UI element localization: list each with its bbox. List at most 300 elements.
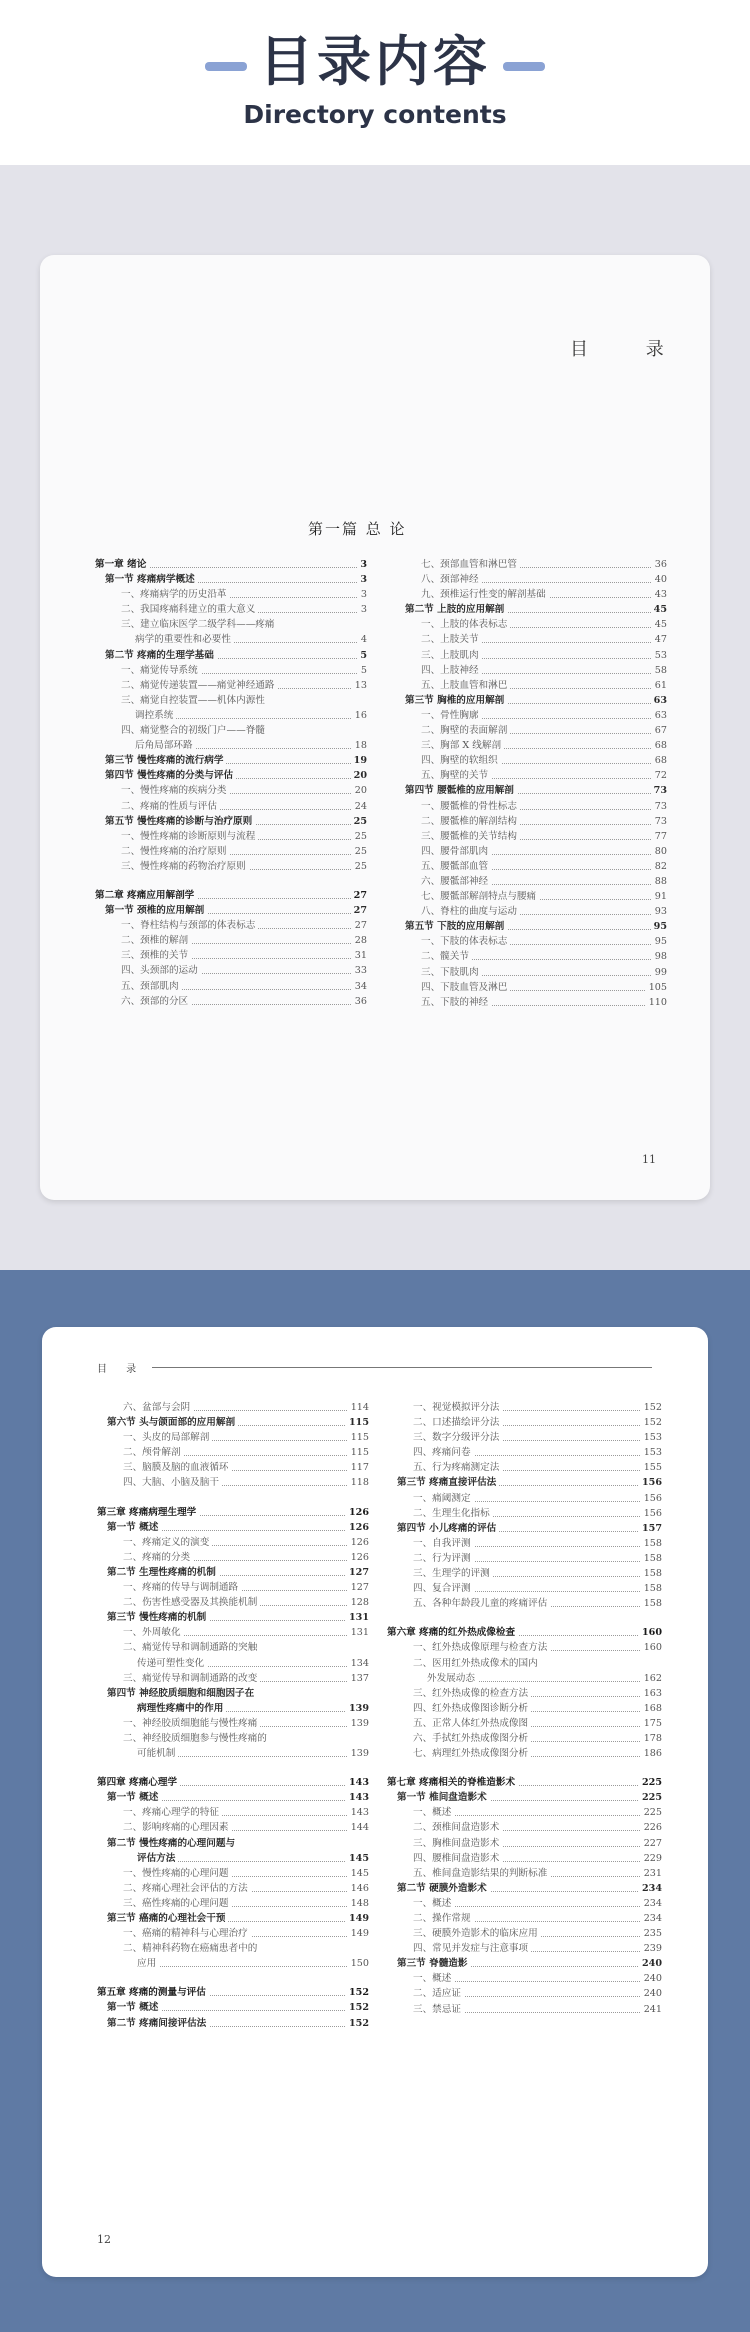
toc-entry-page: 18 <box>352 738 367 753</box>
toc-entry-page: 77 <box>652 829 667 844</box>
part-heading: 第一篇 总 论 <box>308 520 407 538</box>
toc-entry-page: 139 <box>348 1716 369 1731</box>
toc-item <box>95 799 367 814</box>
toc-entry-page: 105 <box>646 980 667 995</box>
toc-item <box>95 994 367 1009</box>
toc-entry-title: 三、痛觉传导和调制通路的改变 <box>97 1671 260 1686</box>
toc-section <box>387 1881 662 1896</box>
toc-entry-title: 六、颈部的分区 <box>95 994 191 1009</box>
toc-section <box>395 602 667 617</box>
toc-item <box>395 678 667 693</box>
toc-entry-page: 158 <box>641 1551 662 1566</box>
toc-entry-page: 20 <box>351 768 367 783</box>
toc-entry-page: 158 <box>641 1566 662 1581</box>
toc-item <box>395 572 667 587</box>
toc-entry-title: 第一节 概述 <box>97 1520 161 1535</box>
toc-item <box>387 1566 662 1581</box>
toc-item <box>387 2002 662 2017</box>
toc-entry-title: 二、影响疼痛的心理因素 <box>97 1820 232 1835</box>
toc-chapter <box>97 1505 369 1520</box>
toc-entry-title: 四、痛觉整合的初级门户——脊髓 <box>95 723 268 738</box>
toc-entry-page: 99 <box>652 965 667 980</box>
toc-section <box>97 1565 369 1580</box>
toc-item <box>97 1460 369 1475</box>
toc-entry-page: 156 <box>641 1491 662 1506</box>
toc-entry-page: 53 <box>652 648 667 663</box>
toc-item <box>395 753 667 768</box>
toc-entry-page: 33 <box>352 963 367 978</box>
toc-entry-page: 58 <box>652 663 667 678</box>
toc-entry-page: 5 <box>358 663 367 678</box>
toc-item <box>387 1836 662 1851</box>
toc-section <box>97 1790 369 1805</box>
toc-entry-title: 六、手拭红外热成像图分析 <box>387 1731 531 1746</box>
toc-entry-page: 25 <box>351 814 367 829</box>
toc-item <box>387 1656 662 1671</box>
toc-entry-title: 五、颈部肌肉 <box>95 979 182 994</box>
toc-entry-title: 第二节 疼痛间接评估法 <box>97 2016 209 2031</box>
toc-section <box>95 572 367 587</box>
toc-entry-page: 235 <box>641 1926 662 1941</box>
toc-entry-page: 25 <box>352 859 367 874</box>
toc-section <box>395 919 667 934</box>
toc-entry-title: 七、病理红外热成像图分析 <box>387 1746 531 1761</box>
toc-entry-page: 82 <box>652 859 667 874</box>
toc-entry-page: 27 <box>351 903 367 918</box>
toc-entry-page: 240 <box>641 1971 662 1986</box>
toc-entry-page: 139 <box>348 1746 369 1761</box>
toc-item <box>387 1400 662 1415</box>
toc-entry-title: 五、椎间盘造影结果的判断标准 <box>387 1866 550 1881</box>
toc-entry-page: 3 <box>358 587 367 602</box>
toc-entry-title: 第一节 颈椎的应用解剖 <box>95 903 207 918</box>
toc-entry-title: 可能机制 <box>97 1746 178 1761</box>
toc-entry-title: 二、颈椎间盘造影术 <box>387 1820 502 1835</box>
toc-entry-page: 155 <box>641 1460 662 1475</box>
toc-entry-title: 一、神经胶质细胞能与慢性疼痛 <box>97 1716 260 1731</box>
toc-item-continued <box>95 708 367 723</box>
toc-entry-page: 152 <box>346 2016 369 2031</box>
toc-entry-title: 一、慢性疼痛的疾病分类 <box>95 783 230 798</box>
toc-entry-title: 三、癌性疼痛的心理问题 <box>97 1896 232 1911</box>
toc-entry-title: 三、脑膜及脑的血液循环 <box>97 1460 232 1475</box>
toc-entry-title: 三、慢性疼痛的药物治疗原则 <box>95 859 249 874</box>
toc-entry-title: 第二节 上肢的应用解剖 <box>395 602 507 617</box>
toc-entry-page: 160 <box>639 1625 662 1640</box>
toc-section <box>387 1956 662 1971</box>
page-subtitle: Directory contents <box>243 100 507 129</box>
toc-entry-page: 73 <box>652 799 667 814</box>
toc-item <box>97 1625 369 1640</box>
toc-entry-page: 73 <box>651 783 667 798</box>
toc-entry-page: 225 <box>639 1790 662 1805</box>
page-title: 目录内容 <box>259 30 491 93</box>
toc-entry-title: 一、脊柱结构与颈部的体表标志 <box>95 918 258 933</box>
toc-entry-page: 158 <box>641 1536 662 1551</box>
toc-entry-title: 四、腰椎间盘造影术 <box>387 1851 502 1866</box>
toc-entry-title: 四、上肢神经 <box>395 663 482 678</box>
toc-entry-page: 152 <box>346 1985 369 2000</box>
toc-entry-title: 一、下肢的体表标志 <box>395 934 510 949</box>
toc-entry-page: 143 <box>348 1805 369 1820</box>
toc-item <box>95 678 367 693</box>
toc-entry-page: 27 <box>351 888 367 903</box>
toc-entry-page: 153 <box>641 1430 662 1445</box>
toc-item <box>97 1430 369 1445</box>
toc-entry-page: 93 <box>652 904 667 919</box>
toc-item <box>395 723 667 738</box>
toc-entry-page: 152 <box>346 2000 369 2015</box>
toc-entry-page: 115 <box>348 1430 369 1445</box>
toc-entry-title: 第五节 下肢的应用解剖 <box>395 919 507 934</box>
toc-entry-title: 四、疼痛问卷 <box>387 1445 474 1460</box>
toc-item <box>395 859 667 874</box>
toc-entry-page: 226 <box>641 1820 662 1835</box>
toc-entry-title: 四、常见并发症与注意事项 <box>387 1941 531 1956</box>
toc-entry-title: 第三节 疼痛直接评估法 <box>387 1475 499 1490</box>
toc-entry-page: 225 <box>641 1805 662 1820</box>
toc-entry-page: 128 <box>348 1595 369 1610</box>
toc-entry-page: 131 <box>348 1625 369 1640</box>
toc-entry-page: 225 <box>639 1775 662 1790</box>
toc-section <box>395 783 667 798</box>
toc-entry-page: 240 <box>639 1956 662 1971</box>
toc-entry-title: 二、髋关节 <box>395 949 472 964</box>
toc-entry-title: 病学的重要性和必要性 <box>95 632 234 647</box>
toc-item <box>95 602 367 617</box>
toc-entry-page: 31 <box>352 948 367 963</box>
toc-entry-title: 三、腰骶椎的关节结构 <box>395 829 520 844</box>
toc-page-12 <box>42 1327 708 2277</box>
toc-item <box>95 617 367 632</box>
toc-entry-page: 241 <box>641 2002 662 2017</box>
toc-entry-title: 二、操作常规 <box>387 1911 474 1926</box>
toc-entry-page: 158 <box>641 1581 662 1596</box>
toc-entry-title: 第二节 疼痛的生理学基础 <box>95 648 217 663</box>
toc-entry-title: 四、红外热成像图诊断分析 <box>387 1701 531 1716</box>
toc-item <box>97 1866 369 1881</box>
toc-entry-title: 一、骨性胸廓 <box>395 708 482 723</box>
toc-item <box>95 663 367 678</box>
toc-entry-page: 118 <box>348 1475 369 1490</box>
toc-item <box>95 829 367 844</box>
toc-item <box>395 617 667 632</box>
toc-entry-page: 3 <box>357 557 367 572</box>
toc-item <box>395 648 667 663</box>
toc-entry-title: 二、慢性疼痛的治疗原则 <box>95 844 230 859</box>
toc-item <box>387 1986 662 2001</box>
toc-entry-title: 第一节 椎间盘造影术 <box>387 1790 490 1805</box>
toc-entry-page: 63 <box>652 708 667 723</box>
toc-entry-title: 一、红外热成像原理与检查方法 <box>387 1640 550 1655</box>
toc-entry-title: 五、上肢血管和淋巴 <box>395 678 510 693</box>
toc-entry-title: 五、下肢的神经 <box>395 995 491 1010</box>
toc-entry-title: 第二节 硬膜外造影术 <box>387 1881 490 1896</box>
toc-item <box>395 874 667 889</box>
toc-item <box>387 1911 662 1926</box>
toc-entry-page: 72 <box>652 768 667 783</box>
toc-entry-page: 114 <box>348 1400 369 1415</box>
toc-entry-title: 九、颈椎运行性变的解剖基础 <box>395 587 549 602</box>
toc-entry-title: 三、胸部 X 线解剖 <box>395 738 504 753</box>
toc-entry-title: 第四节 慢性疼痛的分类与评估 <box>95 768 236 783</box>
toc-entry-page: 5 <box>357 648 367 663</box>
toc-entry-title: 第三章 疼痛病理生理学 <box>97 1505 199 1520</box>
toc-section <box>95 814 367 829</box>
toc-entry-title: 三、生理学的评测 <box>387 1566 493 1581</box>
toc-entry-page: 149 <box>348 1926 369 1941</box>
toc-entry-page: 234 <box>639 1881 662 1896</box>
toc-item <box>97 1595 369 1610</box>
toc-entry-title: 第三节 胸椎的应用解剖 <box>395 693 507 708</box>
toc-entry-title: 第二章 疼痛应用解剖学 <box>95 888 197 903</box>
toc-entry-page: 45 <box>651 602 667 617</box>
toc-item <box>95 587 367 602</box>
toc-section <box>97 1911 369 1926</box>
toc-entry-title: 第一章 绪论 <box>95 557 149 572</box>
toc-item <box>387 1445 662 1460</box>
toc-entry-title: 一、视觉模拟评分法 <box>387 1400 502 1415</box>
toc-entry-title: 五、行为疼痛测定法 <box>387 1460 502 1475</box>
toc-item <box>97 1475 369 1490</box>
toc-entry-title: 第一节 概述 <box>97 2000 161 2015</box>
toc-entry-page: 143 <box>346 1775 369 1790</box>
toc-entry-page: 126 <box>346 1520 369 1535</box>
toc-section <box>387 1475 662 1490</box>
toc-entry-page: 145 <box>346 1851 369 1866</box>
toc-item <box>395 738 667 753</box>
toc-entry-page: 47 <box>652 632 667 647</box>
toc-entry-title: 第四节 神经胶质细胞和细胞因子在 <box>97 1686 257 1701</box>
toc-item <box>395 980 667 995</box>
toc-entry-page: 126 <box>348 1550 369 1565</box>
toc-item <box>395 799 667 814</box>
toc-entry-title: 一、慢性疼痛的心理问题 <box>97 1866 232 1881</box>
toc-entry-title: 一、疼痛的传导与调制通路 <box>97 1580 241 1595</box>
toc-item <box>395 965 667 980</box>
toc-entry-title: 三、数字分级评分法 <box>387 1430 502 1445</box>
running-head: 目 录 <box>97 1364 145 1375</box>
toc-entry-page: 227 <box>641 1836 662 1851</box>
toc-item-continued <box>97 1656 369 1671</box>
toc-entry-title: 四、胸壁的软组织 <box>395 753 501 768</box>
toc-entry-title: 二、痛觉传导和调制通路的突触 <box>97 1640 260 1655</box>
toc-item <box>387 1491 662 1506</box>
toc-entry-page: 88 <box>652 874 667 889</box>
toc-entry-title: 二、生理生化指标 <box>387 1506 493 1521</box>
toc-item <box>97 1820 369 1835</box>
toc-item <box>97 1926 369 1941</box>
toc-entry-page: 67 <box>652 723 667 738</box>
toc-entry-title: 二、上肢关节 <box>395 632 482 647</box>
toc-entry-page: 63 <box>651 693 667 708</box>
toc-entry-title: 第三节 癌痛的心理社会干预 <box>97 1911 228 1926</box>
toc-section <box>97 1836 369 1851</box>
toc-entry-page: 153 <box>641 1445 662 1460</box>
toc-item <box>97 1550 369 1565</box>
toc-entry-page: 16 <box>352 708 367 723</box>
toc-entry-title: 二、颈椎的解剖 <box>95 933 191 948</box>
toc-item <box>395 829 667 844</box>
toc-item <box>387 1640 662 1655</box>
toc-entry-title: 第三节 脊髓造影 <box>387 1956 471 1971</box>
toc-entry-page: 234 <box>641 1911 662 1926</box>
toc-entry-page: 115 <box>346 1415 369 1430</box>
toc-item <box>95 979 367 994</box>
toc-entry-page: 68 <box>652 738 667 753</box>
toc-entry-page: 150 <box>348 1956 369 1971</box>
toc-item <box>95 948 367 963</box>
toc-item <box>387 1896 662 1911</box>
toc-entry-title: 二、疼痛的性质与评估 <box>95 799 220 814</box>
toc-item <box>387 1415 662 1430</box>
toc-entry-title: 一、痛阈测定 <box>387 1491 474 1506</box>
toc-entry-title: 三、下肢肌肉 <box>395 965 482 980</box>
toc-entry-page: 91 <box>652 889 667 904</box>
toc-item <box>97 1731 369 1746</box>
toc-item <box>95 693 367 708</box>
toc-entry-title: 四、腰骨部肌肉 <box>395 844 491 859</box>
toc-entry-page: 168 <box>641 1701 662 1716</box>
page-number: 11 <box>642 1153 656 1166</box>
toc-entry-title: 六、盆部与会阴 <box>97 1400 193 1415</box>
toc-entry-page: 127 <box>346 1565 369 1580</box>
toc-entry-title: 七、颈部血管和淋巴管 <box>395 557 520 572</box>
toc-item <box>95 859 367 874</box>
toc-entry-title: 第五章 疼痛的测量与评估 <box>97 1985 209 2000</box>
toc-entry-page: 139 <box>346 1701 369 1716</box>
toc-entry-page: 25 <box>352 829 367 844</box>
toc-entry-page: 152 <box>641 1400 662 1415</box>
toc-entry-page: 36 <box>652 557 667 572</box>
toc-entry-title: 二、适应证 <box>387 1986 464 2001</box>
toc-item <box>387 1866 662 1881</box>
toc-entry-page: 157 <box>639 1521 662 1536</box>
toc-section <box>97 2016 369 2031</box>
toc-entry-title: 二、疼痛的分类 <box>97 1550 193 1565</box>
toc-section <box>395 693 667 708</box>
toc-entry-page: 149 <box>346 1911 369 1926</box>
toc-item <box>97 1881 369 1896</box>
toc-entry-title: 一、概述 <box>387 1896 454 1911</box>
toc-item <box>387 1731 662 1746</box>
toc-entry-page: 24 <box>352 799 367 814</box>
toc-item <box>395 844 667 859</box>
toc-item <box>95 844 367 859</box>
toc-item <box>395 814 667 829</box>
toc-page-11 <box>40 255 710 1200</box>
toc-entry-title: 二、痛觉传递装置——痛觉神经通路 <box>95 678 278 693</box>
toc-item <box>395 889 667 904</box>
toc-item <box>95 783 367 798</box>
toc-entry-page: 19 <box>351 753 367 768</box>
toc-item <box>387 1536 662 1551</box>
toc-entry-page: 143 <box>346 1790 369 1805</box>
toc-entry-title: 应用 <box>97 1956 159 1971</box>
toc-item <box>97 1896 369 1911</box>
toc-entry-title: 二、疼痛心理社会评估的方法 <box>97 1881 251 1896</box>
toc-entry-page: 68 <box>652 753 667 768</box>
toc-section <box>95 753 367 768</box>
toc-entry-page: 137 <box>348 1671 369 1686</box>
toc-item <box>97 1716 369 1731</box>
toc-item <box>395 768 667 783</box>
running-head-rule <box>152 1367 652 1368</box>
toc-item <box>387 1941 662 1956</box>
toc-entry-title: 第六章 疼痛的红外热成像检查 <box>387 1625 518 1640</box>
toc-entry-title: 四、下肢血管及淋巴 <box>395 980 510 995</box>
toc-entry-title: 七、腰骶部解剖特点与腰痛 <box>395 889 539 904</box>
toc-item <box>95 723 367 738</box>
toc-chapter <box>97 1985 369 2000</box>
toc-item-continued <box>97 1956 369 1971</box>
toc-entry-title: 传递可塑性变化 <box>97 1656 207 1671</box>
toc-item <box>387 1551 662 1566</box>
toc-item <box>95 963 367 978</box>
toc-entry-page: 156 <box>641 1506 662 1521</box>
toc-item <box>97 1640 369 1655</box>
toc-entry-page: 145 <box>348 1866 369 1881</box>
toc-entry-page: 178 <box>641 1731 662 1746</box>
toc-entry-title: 一、概述 <box>387 1805 454 1820</box>
toc-entry-page: 148 <box>348 1896 369 1911</box>
title-accent-right <box>503 62 545 71</box>
toc-entry-title: 三、胸椎间盘造影术 <box>387 1836 502 1851</box>
toc-entry-title: 第七章 疼痛相关的脊椎造影术 <box>387 1775 518 1790</box>
toc-entry-title: 一、痛觉传导系统 <box>95 663 201 678</box>
toc-entry-title: 一、外周敏化 <box>97 1625 184 1640</box>
toc-entry-title: 五、各种年龄段儿童的疼痛评估 <box>387 1596 550 1611</box>
toc-entry-page: 34 <box>352 979 367 994</box>
toc-chapter <box>387 1625 662 1640</box>
toc-entry-page: 45 <box>652 617 667 632</box>
toc-item-continued <box>97 1746 369 1761</box>
toc-entry-page: 110 <box>646 995 667 1010</box>
toc-entry-title: 二、颅骨解剖 <box>97 1445 184 1460</box>
toc-entry-title: 八、脊柱的曲度与运动 <box>395 904 520 919</box>
toc-entry-page: 117 <box>348 1460 369 1475</box>
toc-entry-title: 二、精神科药物在癌痛患者中的 <box>97 1941 260 1956</box>
toc-entry-title: 三、硬膜外造影术的临床应用 <box>387 1926 541 1941</box>
toc-entry-page: 98 <box>652 949 667 964</box>
toc-entry-page: 20 <box>352 783 367 798</box>
toc-entry-title: 三、颈椎的关节 <box>95 948 191 963</box>
toc-section <box>97 2000 369 2015</box>
toc-chapter <box>387 1775 662 1790</box>
toc-entry-title: 一、头皮的局部解剖 <box>97 1430 212 1445</box>
toc-heading: 目 录 <box>570 339 690 360</box>
toc-entry-page: 115 <box>348 1445 369 1460</box>
toc-item <box>395 949 667 964</box>
toc-item <box>97 1535 369 1550</box>
toc-entry-title: 一、癌痛的精神科与心理治疗 <box>97 1926 251 1941</box>
toc-column-right <box>387 1400 662 2017</box>
toc-entry-page: 27 <box>352 918 367 933</box>
toc-item <box>395 995 667 1010</box>
toc-entry-title: 一、疼痛定义的演变 <box>97 1535 212 1550</box>
toc-entry-title: 第一节 疼痛病学概述 <box>95 572 198 587</box>
toc-item <box>387 1971 662 1986</box>
toc-entry-page: 43 <box>652 587 667 602</box>
toc-entry-page: 240 <box>641 1986 662 2001</box>
toc-entry-title: 第一节 概述 <box>97 1790 161 1805</box>
page-number: 12 <box>97 2233 111 2246</box>
toc-item <box>395 934 667 949</box>
toc-entry-page: 36 <box>352 994 367 1009</box>
toc-entry-title: 五、胸壁的关节 <box>395 768 491 783</box>
toc-item <box>97 1580 369 1595</box>
toc-item <box>387 1746 662 1761</box>
